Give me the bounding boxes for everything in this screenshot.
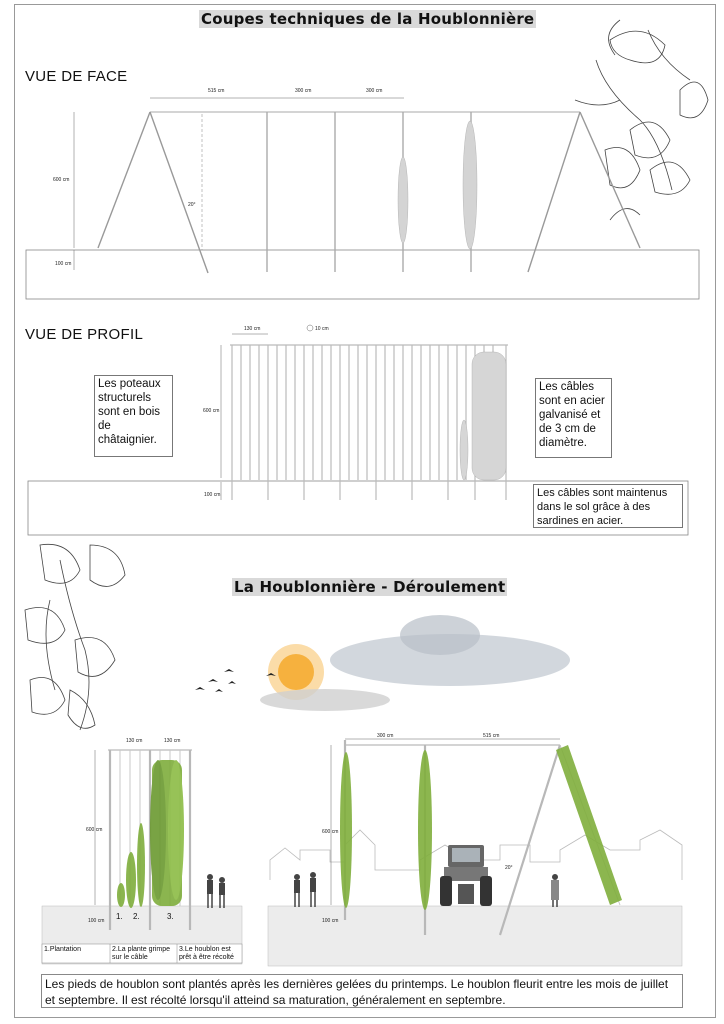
ground-right — [268, 906, 682, 966]
dim-left-2: 130 cm — [164, 738, 181, 744]
hop-vine-profil — [460, 352, 506, 480]
main-title: Coupes techniques de la Houblonnière — [201, 10, 535, 28]
footer-description: Les pieds de houblon sont plantés après les dernières gelées du printemps. Le houblon fleurit entre les mois de juillet et septembre. Il est récolté lorsqu'il atteind sa maturation, généralement en septembre. — [41, 974, 683, 1008]
sun — [278, 654, 314, 690]
dim-face-height: 600 cm — [53, 177, 70, 183]
cloud-left — [260, 689, 390, 711]
note-poteaux: Les poteaux structurels sont en bois de châtaignier. — [94, 375, 173, 457]
people-left — [207, 874, 225, 908]
hop-vine-face — [398, 121, 477, 249]
dim-profil-diameter: 10 cm — [315, 326, 329, 332]
deroulement-title: La Houblonnière - Déroulement — [234, 578, 506, 596]
dim-face-1: 515 cm — [208, 88, 225, 94]
dim-left-ground: 100 cm — [88, 918, 105, 924]
dim-right-angle: 20° — [505, 865, 513, 871]
dim-face-ground: 100 cm — [55, 261, 72, 267]
dim-face-2: 300 cm — [295, 88, 312, 94]
stage-label-1: 1.Plantation — [44, 946, 81, 953]
dim-left-1: 130 cm — [126, 738, 143, 744]
dim-face-3: 300 cm — [366, 88, 383, 94]
dim-face-angle: 20° — [188, 202, 196, 208]
hop-illustration-top — [575, 20, 708, 220]
stage-label-3: 3.Le houblon est prêt à être récolté — [179, 946, 234, 961]
ground-band-face — [26, 250, 699, 299]
dim-right-2: 515 cm — [483, 733, 500, 739]
dim-profil-height: 600 cm — [203, 408, 220, 414]
dim-profil-ground: 100 cm — [204, 492, 221, 498]
section-title-profil: VUE DE PROFIL — [25, 326, 144, 343]
stage-number-1: 1. — [116, 912, 123, 921]
birds — [195, 669, 276, 692]
note-ancrage: Les câbles sont maintenus dans le sol grâce à des sardines en acier. — [533, 484, 683, 528]
tractor — [440, 845, 492, 906]
note-cables: Les câbles sont en acier galvanisé et de 3 cm de diamètre. — [535, 378, 612, 458]
dim-right-ground: 100 cm — [322, 918, 339, 924]
stage-number-2: 2. — [133, 912, 140, 921]
dim-left-height: 600 cm — [86, 827, 103, 833]
stage-label-2: 2.La plante grimpe sur le câble — [112, 946, 170, 961]
section-title-face: VUE DE FACE — [25, 68, 128, 85]
stage-number-3: 3. — [167, 912, 174, 921]
dim-right-height: 600 cm — [322, 829, 339, 835]
dim-profil-spacing: 130 cm — [244, 326, 261, 332]
dim-right-1: 300 cm — [377, 733, 394, 739]
hop-illustration-left — [25, 544, 125, 730]
